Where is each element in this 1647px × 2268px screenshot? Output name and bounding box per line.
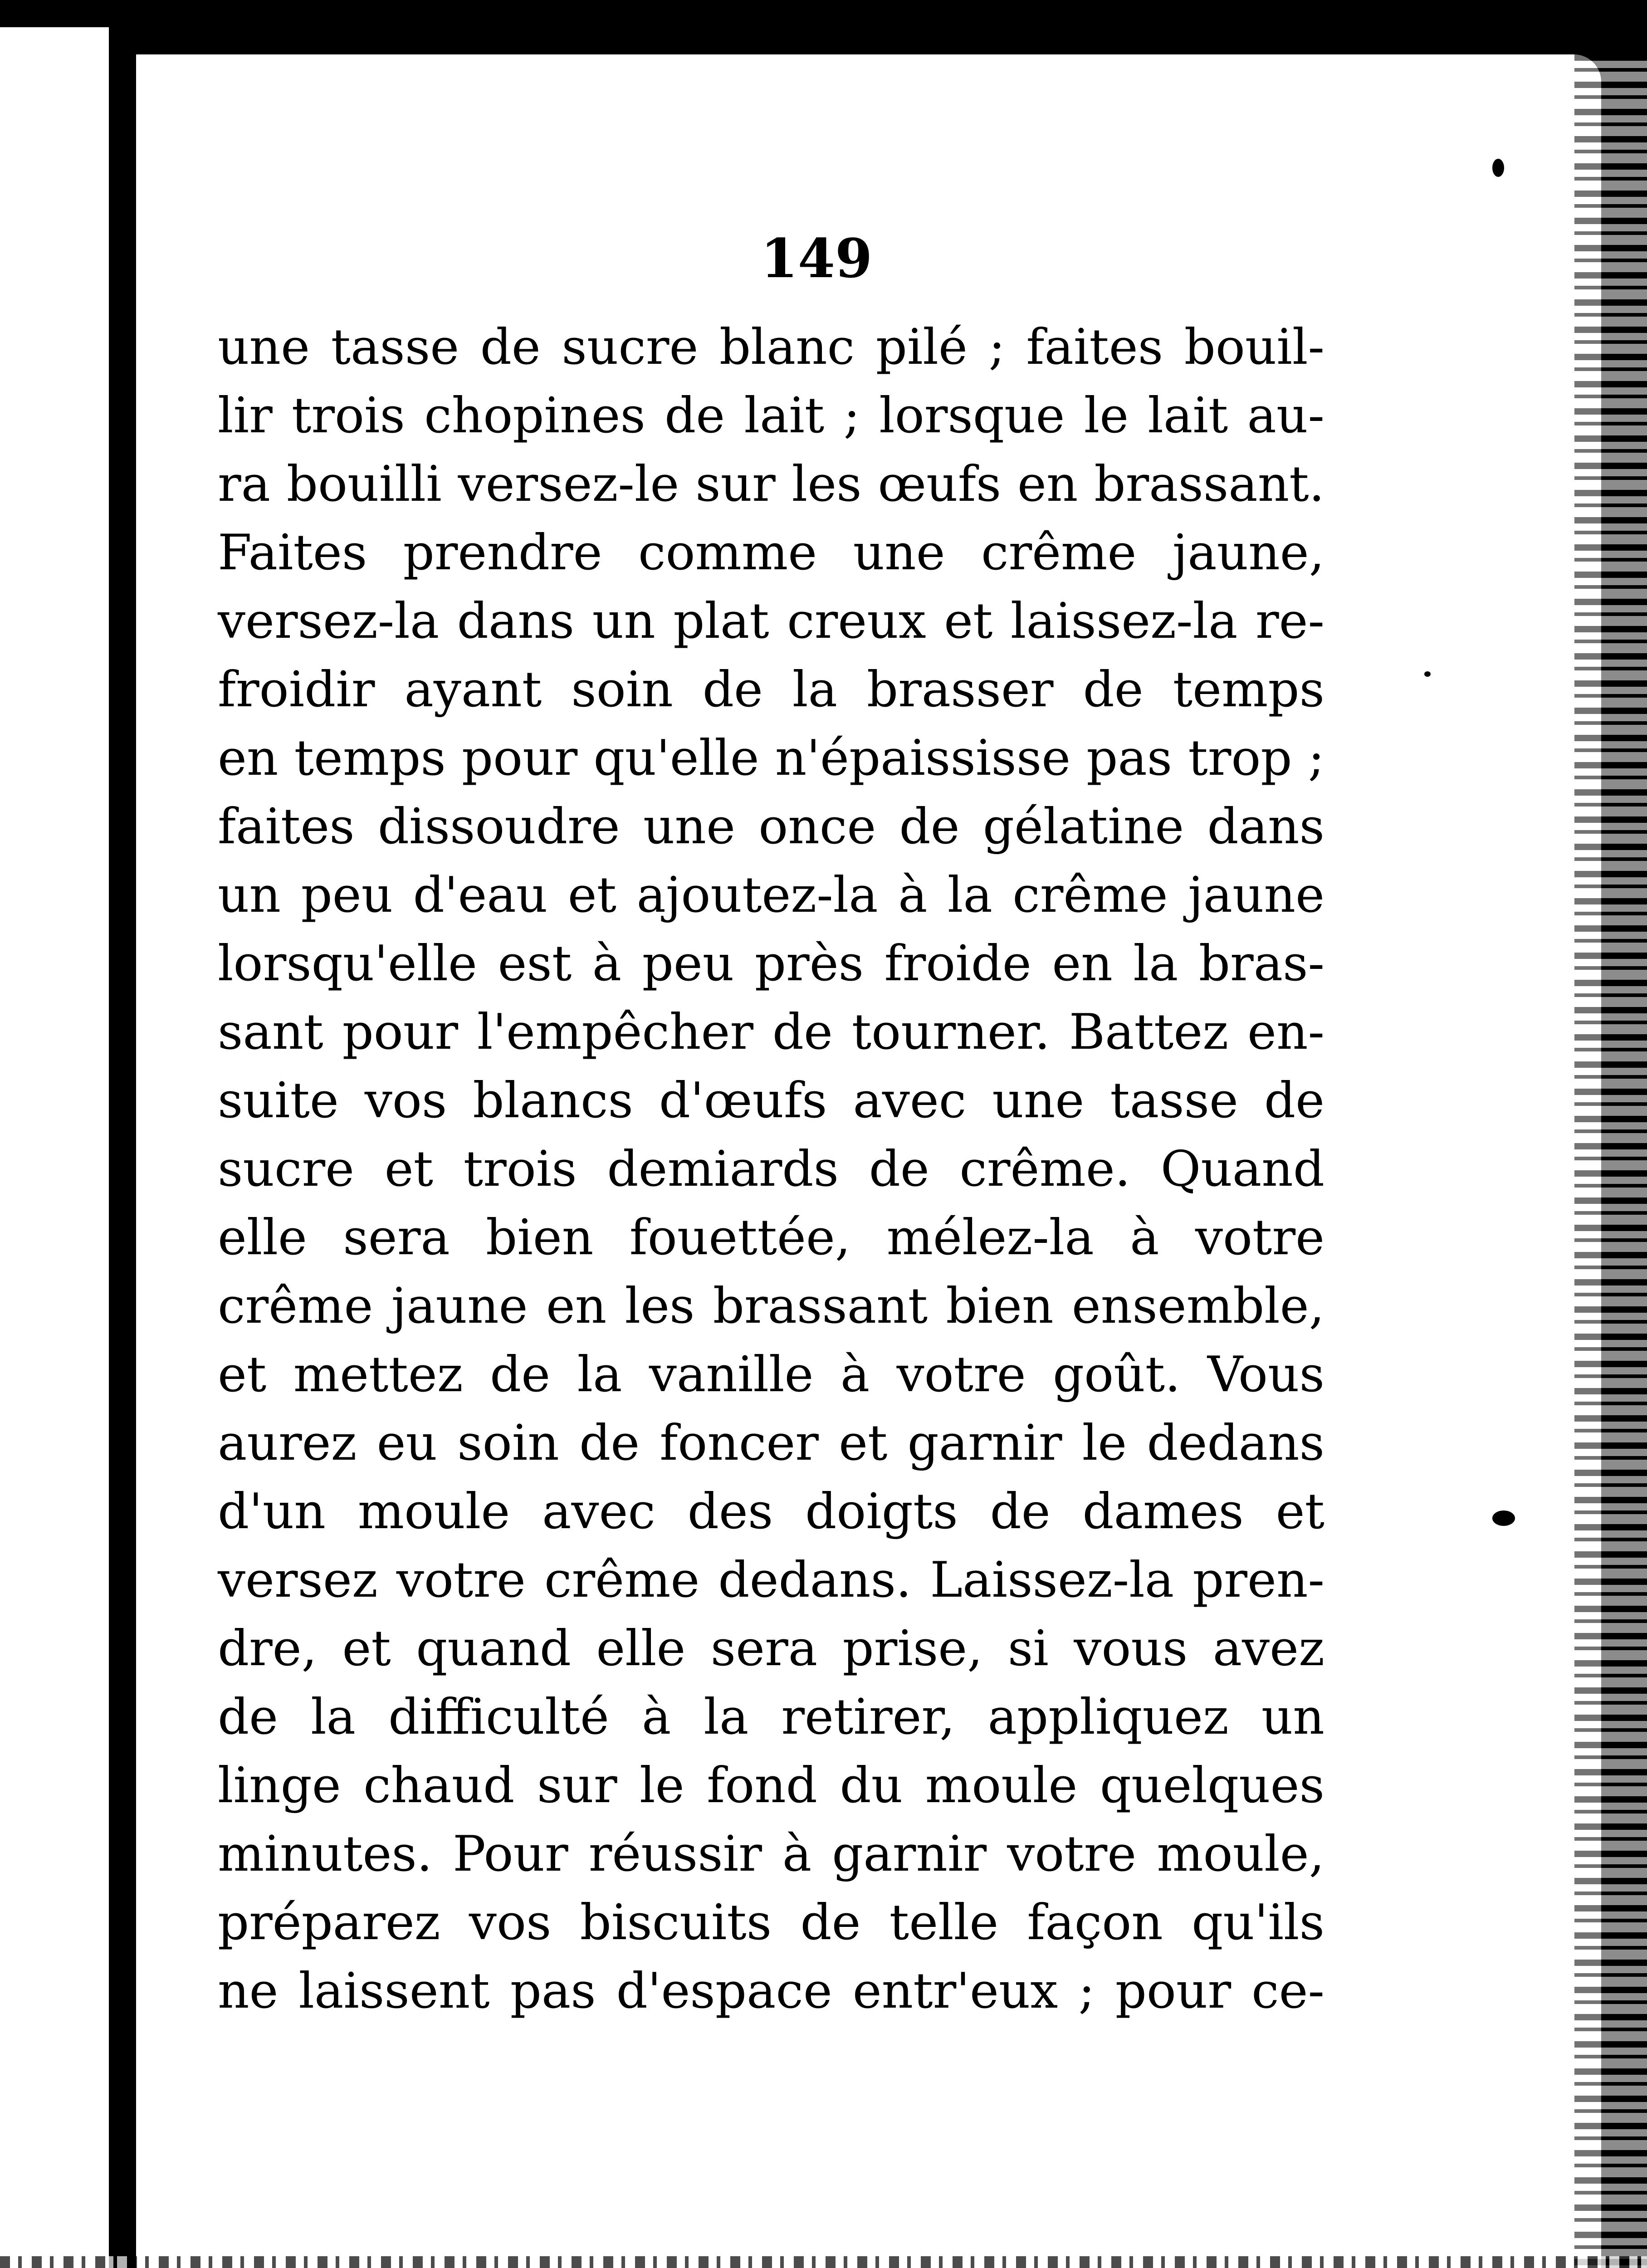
body-text <box>218 313 1324 2025</box>
text-line: et mettez de la vanille à votre goût. Vous <box>218 1346 1324 1403</box>
text-line: sant pour l'empêcher de tourner. Battez en- <box>218 1004 1324 1061</box>
bottom-edge-shadow <box>0 2256 1647 2268</box>
text-line: linge chaud sur le fond du moule quelques <box>218 1757 1324 1814</box>
text-line: en temps pour qu'elle n'épaississe pas trop ; <box>218 730 1324 787</box>
text-line: faites dissoudre une once de gélatine dans <box>218 798 1324 855</box>
ink-speck <box>1492 159 1504 177</box>
text-line: ra bouilli versez-le sur les œufs en brassant. <box>218 456 1324 513</box>
text-line: de la difficulté à la retirer, appliquez un <box>218 1689 1324 1745</box>
text-line: aurez eu soin de foncer et garnir le dedans <box>218 1415 1324 1471</box>
page-number: 149 <box>760 227 873 290</box>
ink-speck <box>1424 671 1431 677</box>
page-edge-shadow <box>1574 54 1647 2268</box>
text-line: lorsqu'elle est à peu près froide en la bras- <box>218 935 1324 992</box>
text-line: Faites prendre comme une crême jaune, <box>218 524 1324 581</box>
text-line: dre, et quand elle sera prise, si vous avez <box>218 1620 1324 1677</box>
ink-speck <box>1492 1510 1515 1526</box>
text-line: préparez vos biscuits de telle façon qu'ils <box>218 1894 1324 1951</box>
text-line: versez-la dans un plat creux et laissez-la re- <box>218 593 1324 650</box>
text-line: d'un moule avec des doigts de dames et <box>218 1483 1324 1540</box>
text-line: elle sera bien fouettée, mélez-la à votre <box>218 1209 1324 1266</box>
text-line: suite vos blancs d'œufs avec une tasse de <box>218 1072 1324 1129</box>
text-line: une tasse de sucre blanc pilé ; faites bouil- <box>218 319 1324 376</box>
text-line: sucre et trois demiards de crême. Quand <box>218 1141 1324 1198</box>
text-line: minutes. Pour réussir à garnir votre moule, <box>218 1826 1324 1882</box>
text-line: un peu d'eau et ajoutez-la à la crême jaune <box>218 867 1324 924</box>
text-line: crême jaune en les brassant bien ensemble, <box>218 1278 1324 1334</box>
facing-page-edge <box>0 27 109 2268</box>
book-gutter <box>109 0 136 2268</box>
text-line: froidir ayant soin de la brasser de temps <box>218 661 1324 718</box>
text-line: ne laissent pas d'espace entr'eux ; pour ce- <box>218 1963 1324 2019</box>
text-line: lir trois chopines de lait ; lorsque le lait au- <box>218 387 1324 444</box>
text-line: versez votre crême dedans. Laissez-la pren- <box>218 1552 1324 1608</box>
